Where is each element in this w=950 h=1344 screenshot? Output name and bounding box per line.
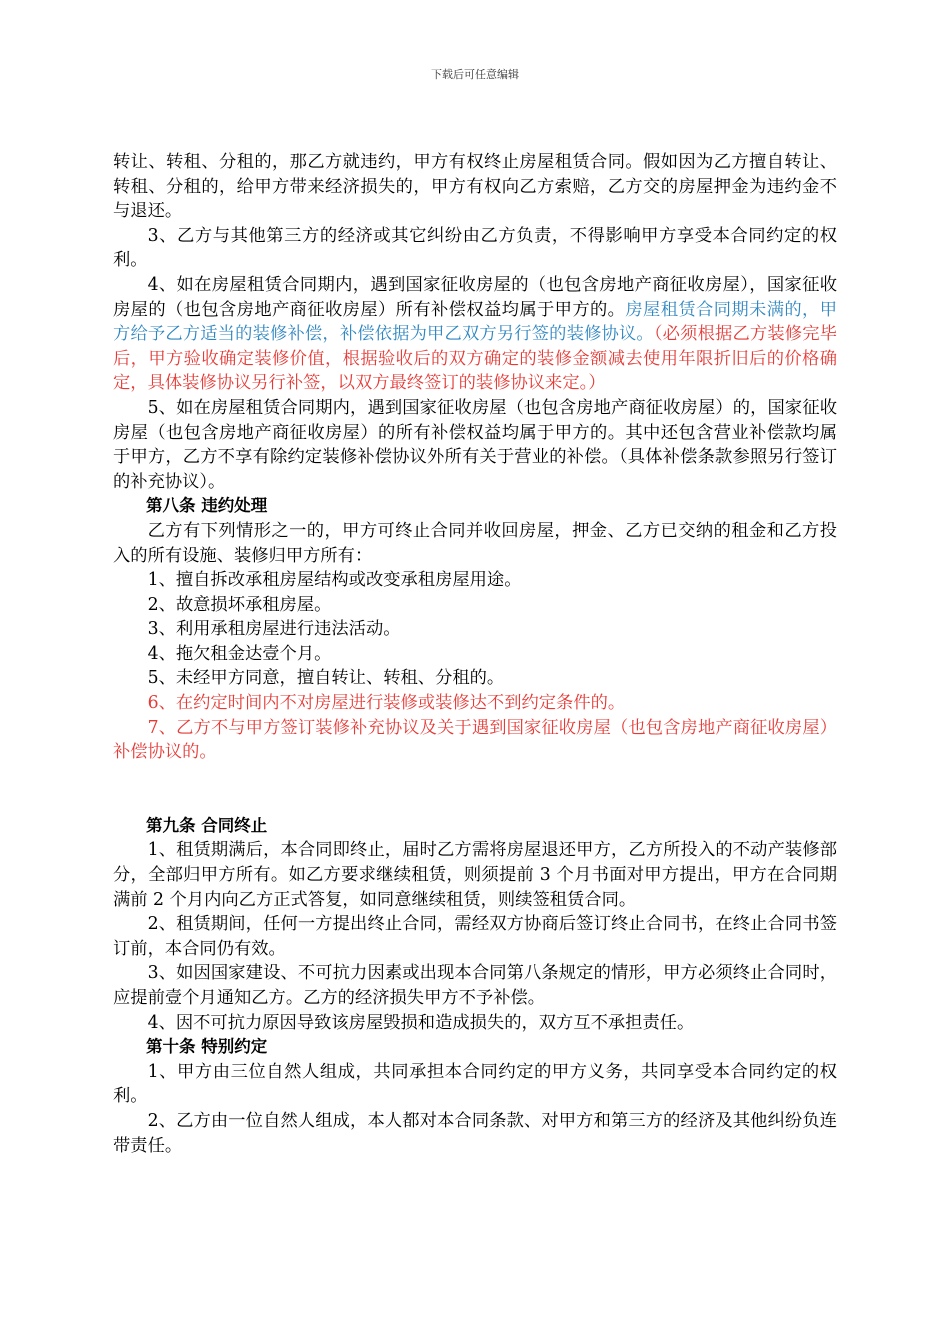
article-8-item: 5、未经甲方同意，擅自转让、转租、分租的。	[147, 668, 505, 689]
paragraph-business-compensation: 5、如在房屋租赁合同期内，遇到国家征收房屋（也包含房地产商征收房屋）的，国家征收房屋（也包含房地产商征收房屋）的所有补偿权益均属于甲方的。其中还包含营业补偿款均属于甲方，乙方不享有除约定装修补偿协议外所有关于营业的补偿。（具体补偿条款参照另行签订的补充协议）。	[113, 397, 837, 492]
section-spacer	[113, 765, 837, 814]
article-10-item: 1、甲方由三位自然人组成，共同承担本合同约定的甲方义务，共同享受本合同约定的权利。	[113, 1061, 837, 1107]
article-8-item-highlighted: 6、在约定时间内不对房屋进行装修或装修达不到约定条件的。	[147, 693, 626, 714]
article-9-item: 4、因不可抗力原因导致该房屋毁损和造成损失的，双方互不承担责任。	[147, 1012, 695, 1033]
renovation-compensation-text: 房屋租赁合同期未满的，甲方给予乙方适当的装修补偿，补偿依据为甲乙双方另行签的装修协议。	[113, 299, 837, 345]
article-9-item: 3、如因国家建设、不可抗力因素或出现本合同第八条规定的情形，甲方必须终止合同时，应提前壹个月通知乙方。乙方的经济损失甲方不予补偿。	[113, 963, 837, 1008]
paragraph-third-party-disputes: 3、乙方与其他第三方的经济或其它纠纷由乙方负责，不得影响甲方享受本合同约定的权利。	[113, 225, 837, 271]
article-8-heading: 第八条 违约处理	[146, 496, 268, 516]
article-8-item-highlighted: 7、乙方不与甲方签订装修补充协议及关于遇到国家征收房屋（也包含房地产商征收房屋）补偿协议的。	[113, 717, 837, 763]
article-9-item: 2、租赁期间，任何一方提出终止合同，需经双方协商后签订终止合同书，在终止合同书签订前，本合同仍有效。	[113, 914, 837, 959]
expropriation-rights-text: 4、如在房屋租赁合同期内，遇到国家征收房屋的（也包含房地产商征收房屋），国家征收房屋的（也包含房地产商征收房屋）所有补偿权益均属于甲方的。	[113, 274, 837, 320]
article-9-heading: 第九条 合同终止	[146, 815, 268, 835]
document-body	[113, 150, 837, 1158]
paragraph-transfer-breach: 转让、转租、分租的，那乙方就违约，甲方有权终止房屋租赁合同。假如因为乙方擅自转让、转租、分租的，给甲方带来经济损失的，甲方有权向乙方索赔，乙方交的房屋押金为违约金不与退还。	[113, 152, 837, 222]
page-header: 下载后可任意编辑	[431, 68, 519, 81]
article-10-heading: 第十条 特别约定	[146, 1037, 268, 1057]
paragraph-expropriation-compensation	[113, 273, 837, 396]
article-8-intro: 乙方有下列情形之一的，甲方可终止合同并收回房屋，押金、乙方已交纳的租金和乙方投入的所有设施、装修归甲方所有：	[113, 520, 837, 566]
article-8-item: 3、利用承租房屋进行违法活动。	[147, 619, 401, 640]
article-8-item: 4、拖欠租金达壹个月。	[147, 643, 332, 664]
article-9-item: 1、租赁期满后，本合同即终止，届时乙方需将房屋退还甲方，乙方所投入的不动产装修部分，全部归甲方所有。如乙方要求继续租赁，则须提前 3 个月书面对甲方提出，甲方在合同期满前 2 个月内向乙方正式答复，如同意继续租赁，则续签租赁合同。	[113, 840, 837, 910]
article-8-item: 1、擅自拆改承租房屋结构或改变承租房屋用途。	[147, 570, 522, 591]
renovation-valuation-note: （必须根据乙方装修完毕后，甲方验收确定装修价值，根据验收后的双方确定的装修金额减去使用年限折旧后的价格确定，具体装修协议另行补签，以双方最终签订的装修协议来定。）	[113, 324, 837, 394]
article-8-item: 2、故意损坏承租房屋。	[147, 594, 332, 615]
article-10-item: 2、乙方由一位自然人组成，本人都对本合同条款、对甲方和第三方的经济及其他纠纷负连带责任。	[113, 1110, 837, 1156]
